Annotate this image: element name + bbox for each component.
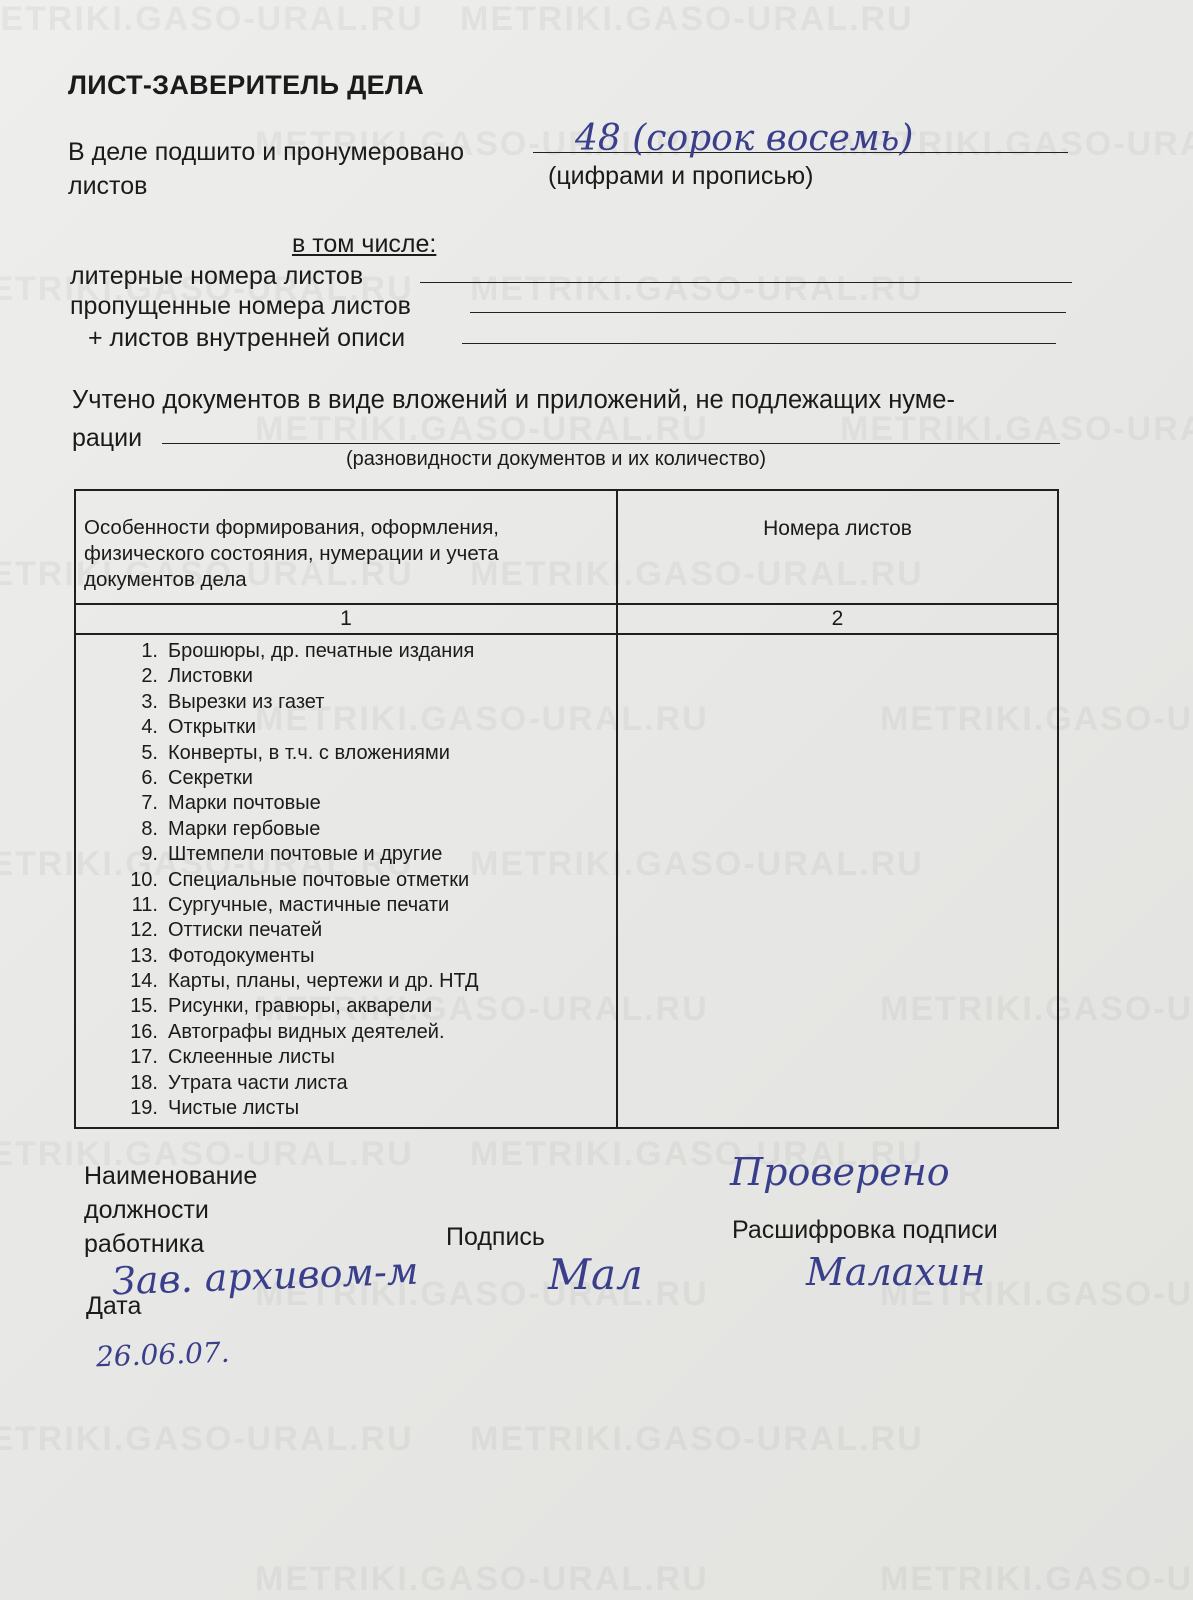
list-item-text: Сургучные, мастичные печати — [168, 893, 450, 916]
handwritten-name: Малахин — [806, 1250, 986, 1294]
skipped-numbers-line — [470, 312, 1066, 313]
attachments-text: Учтено документов в виде вложений и приложений, не подлежащих нуме- — [72, 386, 955, 414]
list-item-number: 3. — [141, 690, 158, 713]
table-number-row-divider — [76, 633, 1057, 635]
list-item-text: Марки почтовые — [168, 792, 321, 815]
sheets-label-cont: листов — [68, 172, 148, 200]
signature-label: Подпись — [446, 1223, 545, 1251]
list-item — [122, 893, 479, 918]
handwritten-checked: Проверено — [730, 1150, 950, 1194]
handwritten-signature: Мал — [548, 1250, 643, 1299]
list-item-number: 4. — [141, 716, 158, 739]
list-item-text: Марки гербовые — [168, 817, 321, 840]
list-item — [122, 969, 479, 994]
list-item-text: Листовки — [168, 665, 253, 688]
table-header-divider — [76, 603, 1057, 605]
list-item — [122, 690, 479, 715]
list-item-number: 17. — [130, 1046, 158, 1069]
watermark — [0, 1420, 414, 1459]
table-column-divider — [616, 491, 618, 1127]
list-item — [122, 639, 479, 664]
list-item — [122, 1045, 479, 1070]
list-item-text: Специальные почтовые отметки — [168, 868, 470, 891]
list-item-number: 1. — [141, 640, 158, 662]
skipped-numbers-label: пропущенные номера листов — [70, 292, 411, 320]
list-item-text: Карты, планы, чертежи и др. НТД — [168, 970, 479, 993]
list-item-text: Секретки — [168, 766, 253, 789]
features-table — [74, 489, 1059, 1129]
inner-inventory-line — [462, 343, 1056, 344]
col1-number: 1 — [340, 607, 352, 630]
watermark — [255, 1560, 709, 1599]
list-item — [122, 1096, 479, 1121]
list-item — [122, 741, 479, 766]
including-heading: в том числе: — [292, 230, 437, 258]
col1-header: Особенности формирования, оформления, физического состояния, нумерации и учета документов дела — [84, 516, 500, 591]
signature-decode-label: Расшифровка подписи — [732, 1216, 998, 1244]
list-item-text: Конверты, в т.ч. с вложениями — [168, 741, 450, 764]
list-item-number: 8. — [141, 817, 158, 840]
list-item-text: Вырезки из газет — [168, 690, 325, 713]
position-label-1: Наименование — [84, 1162, 258, 1190]
list-item — [122, 817, 479, 842]
inner-inventory-label: + листов внутренней описи — [88, 324, 406, 352]
list-item-number: 10. — [130, 868, 158, 891]
list-item — [122, 868, 479, 893]
watermark — [470, 270, 924, 309]
list-item-text: Рисунки, гравюры, акварели — [168, 995, 433, 1018]
list-item-number: 6. — [141, 766, 158, 789]
list-item-number: 2. — [141, 665, 158, 688]
list-item-number: 9. — [141, 843, 158, 866]
list-item-number: 14. — [130, 970, 158, 993]
list-item — [122, 791, 479, 816]
list-item-number: 18. — [130, 1071, 158, 1094]
list-item-number: 5. — [141, 741, 158, 764]
attachments-text-cont: рации — [72, 424, 143, 452]
watermark — [470, 1420, 924, 1459]
list-item-number: 19. — [130, 1097, 158, 1120]
handwritten-sheets-count: 48 (сорок восемь) — [575, 118, 914, 159]
list-item-text: Чистые листы — [168, 1097, 300, 1120]
sheets-label: В деле подшито и пронумеровано — [68, 138, 465, 166]
list-item-number: 13. — [130, 944, 158, 967]
list-item — [122, 842, 479, 867]
list-item — [122, 918, 479, 943]
list-item — [122, 766, 479, 791]
col2-number: 2 — [831, 607, 844, 630]
list-item — [122, 664, 479, 689]
list-item — [122, 715, 479, 740]
position-label-3: работника — [84, 1230, 205, 1258]
handwritten-date: 26.06.07. — [95, 1335, 231, 1374]
list-item-text: Фотодокументы — [168, 944, 315, 967]
watermark — [880, 1560, 1193, 1599]
literal-numbers-line — [420, 282, 1072, 283]
literal-numbers-label: литерные номера листов — [70, 262, 364, 290]
features-list — [122, 639, 479, 1121]
watermark — [460, 0, 914, 39]
list-item — [122, 944, 479, 969]
list-item-text: Автографы видных деятелей. — [168, 1020, 445, 1043]
list-item-number: 7. — [141, 792, 158, 815]
sheets-hint: (цифрами и прописью) — [548, 162, 814, 190]
list-item-number: 11. — [131, 893, 158, 916]
attachments-hint: (разновидности документов и их количество) — [346, 448, 767, 470]
list-item — [122, 1071, 479, 1096]
watermark — [0, 0, 424, 39]
list-item-text: Штемпели почтовые и другие — [168, 843, 443, 866]
list-item-text: Брошюры, др. печатные издания — [168, 640, 475, 662]
list-item-number: 15. — [130, 995, 158, 1018]
list-item — [122, 994, 479, 1019]
list-item-text: Утрата части листа — [168, 1071, 348, 1094]
list-item-text: Оттиски печатей — [168, 919, 323, 942]
list-item-number: 12. — [130, 919, 158, 942]
list-item-number: 16. — [130, 1020, 158, 1043]
list-item-text: Склеенные листы — [168, 1046, 335, 1069]
position-label-2: должности — [84, 1196, 209, 1224]
col2-header: Номера листов — [763, 517, 912, 540]
list-item-text: Открытки — [168, 716, 257, 739]
handwritten-position: Зав. архивом-м — [111, 1248, 420, 1304]
list-item — [122, 1020, 479, 1045]
page-title: ЛИСТ-ЗАВЕРИТЕЛЬ ДЕЛА — [68, 70, 425, 100]
attachments-line — [162, 443, 1060, 444]
date-label: Дата — [86, 1292, 142, 1320]
